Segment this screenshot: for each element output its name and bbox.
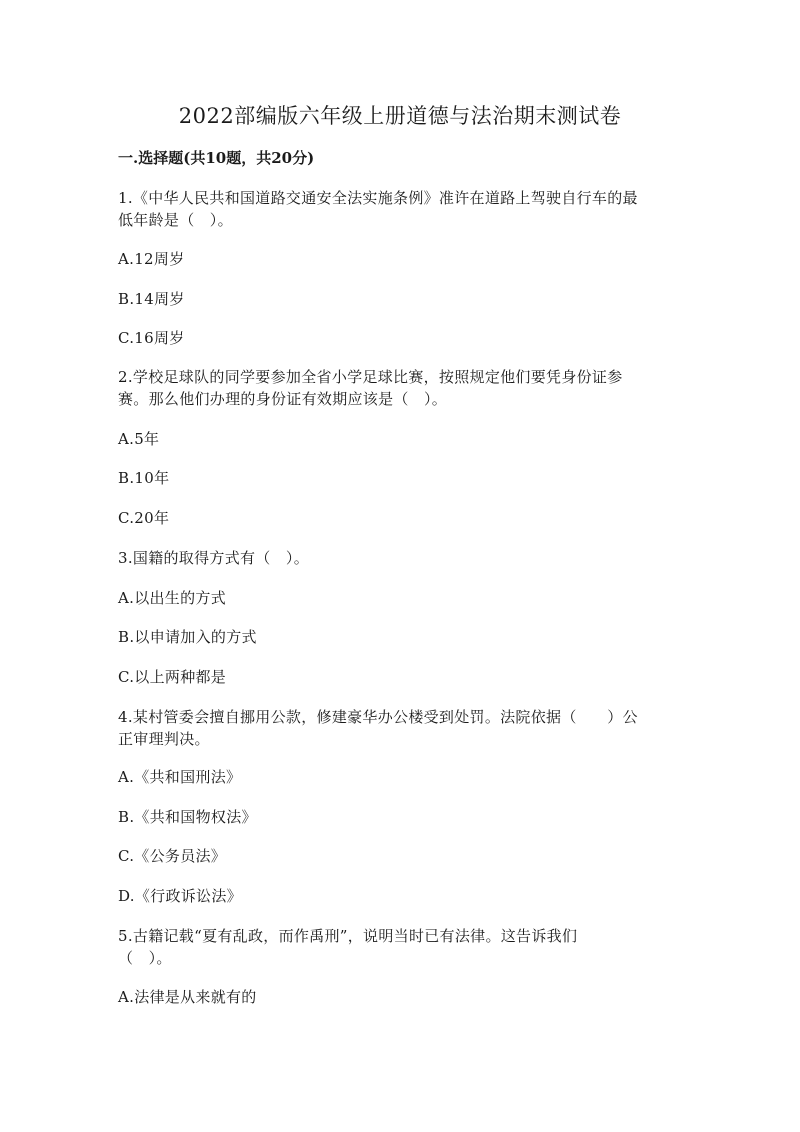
question-1-option-a: A.12周岁 (118, 250, 185, 268)
question-5-option-a: A.法律是从来就有的 (118, 988, 257, 1006)
question-3-option-c: C.以上两种都是 (118, 668, 227, 686)
question-2-option-c: C.20年 (118, 509, 170, 527)
question-3-line-1: 3.国籍的取得方式有（ ）。 (118, 549, 310, 567)
page-title: 2022部编版六年级上册道德与法治期末测试卷 (178, 104, 622, 128)
question-5-line-1: 5.古籍记载“夏有乱政，而作禹刑”，说明当时已有法律。这告诉我们 (118, 927, 578, 945)
section-heading: 一.选择题(共10题，共20分) (118, 149, 315, 167)
question-2-option-a: A.5年 (118, 430, 160, 448)
question-1-option-c: C.16周岁 (118, 329, 185, 347)
question-4-stem (118, 706, 688, 750)
question-2-line-2: 赛。那么他们办理的身份证有效期应该是（ ）。 (118, 390, 448, 408)
question-3-option-a: A.以出生的方式 (118, 589, 227, 607)
question-2-stem (118, 366, 688, 410)
question-5-line-2: （ ）。 (118, 949, 172, 967)
question-4-option-a: A.《共和国刑法》 (118, 768, 242, 786)
question-4-line-1: 4.某村管委会擅自挪用公款，修建豪华办公楼受到处罚。法院依据（ ）公 (118, 708, 638, 726)
question-5-stem (118, 925, 688, 969)
question-4-option-b: B.《共和国物权法》 (118, 808, 257, 826)
question-4-option-c: C.《公务员法》 (118, 847, 227, 865)
question-1-line-2: 低年龄是（ ）。 (118, 211, 233, 229)
question-4-option-d: D.《行政诉讼法》 (118, 887, 242, 905)
question-4-line-2: 正审理判决。 (118, 730, 210, 748)
question-3-stem (118, 547, 688, 569)
question-2-option-b: B.10年 (118, 469, 170, 487)
question-2-line-1: 2.学校足球队的同学要参加全省小学足球比赛，按照规定他们要凭身份证参 (118, 368, 623, 386)
question-1-line-1: 1.《中华人民共和国道路交通安全法实施条例》准许在道路上驾驶自行车的最 (118, 189, 638, 207)
question-1-option-b: B.14周岁 (118, 290, 185, 308)
question-1-stem (118, 187, 688, 231)
question-3-option-b: B.以申请加入的方式 (118, 628, 257, 646)
